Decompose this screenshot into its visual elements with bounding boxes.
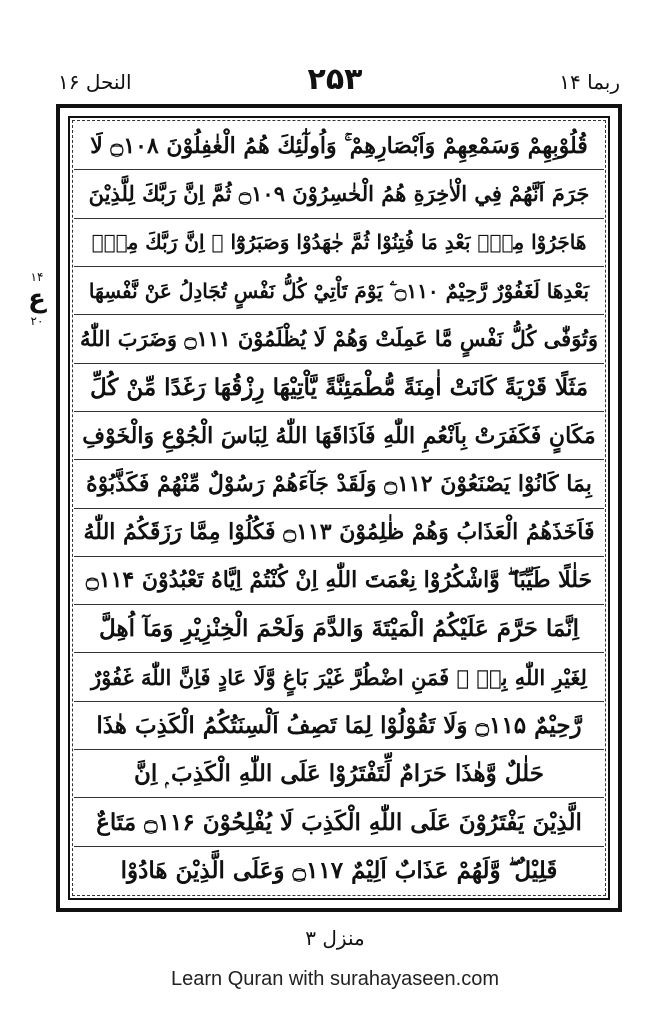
page-frame <box>56 104 622 912</box>
text-line: قَلِيْلٌ ۖ وَّلَهُمْ عَذَابٌ اَلِيْمٌ ۝۱۱۷ وَعَلَى الَّذِيْنَ هَادُوْا <box>120 856 558 884</box>
text-line: بَعْدِهَا لَغَفُوْرٌ رَّحِيْمٌ ۝۱۱۰ ۧ يَوْمَ تَاْتِيْ كُلُّ نَفْسٍ تُجَادِلُ عَنْ نَّفْسِهَا <box>74 267 604 315</box>
ruku-top-number: ۱۴ <box>30 270 44 284</box>
footer-credit: Learn Quran with surahayaseen.com <box>171 968 499 990</box>
text-line: قُلُوْبِهِمْ وَسَمْعِهِمْ وَاَبْصَارِهِمْ ۚ وَاُولٰٓئِكَ هُمُ الْغٰفِلُوْنَ ۝۱۰۸ لَا <box>74 122 604 170</box>
manzil-label: منزل ۳ <box>305 926 365 950</box>
text-line: جَرَمَ اَنَّهُمْ فِي الْاٰخِرَةِ هُمُ الْخٰسِرُوْنَ ۝۱۰۹ ثُمَّ اِنَّ رَبَّكَ لِلَّذِيْنَ <box>74 170 604 218</box>
text-lines <box>74 122 604 894</box>
page-frame-inner <box>68 116 610 900</box>
text-line: حَلٰلٌ وَّهٰذَا حَرَامٌ لِّتَفْتَرُوْا عَلَى اللّٰهِ الْكَذِبَ ۭ اِنَّ <box>74 750 604 798</box>
ruku-ain: ع <box>28 284 46 314</box>
ruku-marker <box>22 270 52 328</box>
text-line: مَكَانٍ فَكَفَرَتْ بِاَنْعُمِ اللّٰهِ فَاَذَاقَهَا اللّٰهُ لِبَاسَ الْجُوْعِ وَالْخَوْفِ <box>74 412 604 460</box>
text-line: حَلٰلًا طَيِّبًا ۖ وَّاشْكُرُوْا نِعْمَتَ اللّٰهِ اِنْ كُنْتُمْ اِيَّاهُ تَعْبُدُوْنَ ۝۱۱۴ <box>74 557 604 605</box>
surah-header: النحل ۱۶ <box>58 70 132 94</box>
text-line: رَّحِيْمٌ ۝۱۱۵ وَلَا تَقُوْلُوْا لِمَا تَصِفُ اَلْسِنَتُكُمُ الْكَذِبَ هٰذَا <box>74 702 604 750</box>
ruku-bottom-number: ۲۰ <box>30 314 44 328</box>
text-line: مَثَلًا قَرْيَةً كَانَتْ اٰمِنَةً مُّطْمَئِنَّةً يَّاْتِيْهَا رِزْقُهَا رَغَدًا مِّنْ كُلِّ <box>74 364 604 412</box>
juz-header: ربما ۱۴ <box>559 70 620 94</box>
text-line: وَتُوَفّٰى كُلُّ نَفْسٍ مَّا عَمِلَتْ وَهُمْ لَا يُظْلَمُوْنَ ۝۱۱۱ وَضَرَبَ اللّٰهُ <box>74 315 604 363</box>
text-line: لِغَيْرِ اللّٰهِ بِهٖ ۚ فَمَنِ اضْطُرَّ غَيْرَ بَاغٍ وَّلَا عَادٍ فَاِنَّ اللّٰهَ غَفُوْرٌ <box>74 653 604 701</box>
text-line: هَاجَرُوْا مِنْۢ بَعْدِ مَا فُتِنُوْا ثُمَّ جٰهَدُوْا وَصَبَرُوْٓا ۙ اِنَّ رَبَّكَ مِنْۢ <box>74 219 604 267</box>
text-line: فَاَخَذَهُمُ الْعَذَابُ وَهُمْ ظٰلِمُوْنَ ۝۱۱۳ فَكُلُوْا مِمَّا رَزَقَكُمُ اللّٰهُ <box>74 509 604 557</box>
text-line: بِمَا كَانُوْا يَصْنَعُوْنَ ۝۱۱۲ وَلَقَدْ جَآءَهُمْ رَسُوْلٌ مِّنْهُمْ فَكَذَّبُوْهُ <box>74 460 604 508</box>
text-line: اِنَّمَا حَرَّمَ عَلَيْكُمُ الْمَيْتَةَ وَالدَّمَ وَلَحْمَ الْخِنْزِيْرِ وَمَآ اُهِلَّ <box>74 605 604 653</box>
page-number: ۲۵۳ <box>307 62 363 97</box>
text-line: الَّذِيْنَ يَفْتَرُوْنَ عَلَى اللّٰهِ الْكَذِبَ لَا يُفْلِحُوْنَ ۝۱۱۶ مَتَاعٌ <box>74 798 604 846</box>
